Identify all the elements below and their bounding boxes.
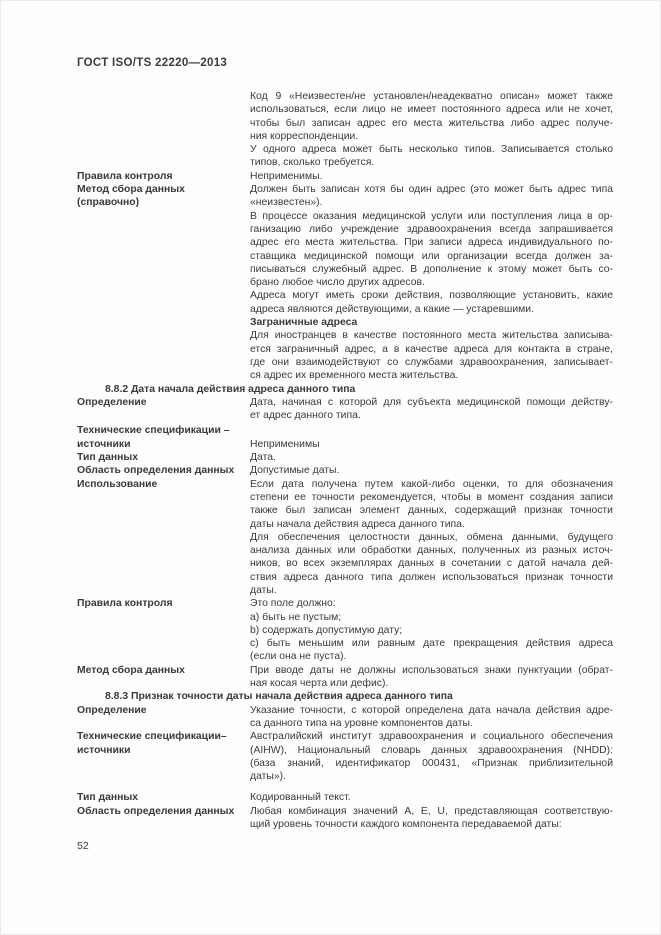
text-line: степени ее точности рекомендуется, чтобы в момент создания записи	[250, 491, 613, 503]
section-heading-883: 8.8.3 Признак точности даты начала действия адреса данного типа	[105, 691, 453, 703]
definition-row	[77, 730, 613, 783]
text-line: (база знаний, идентификатор 000431, «Признак приблизительной	[250, 757, 613, 769]
value-paragraph	[250, 464, 613, 477]
definition-row	[77, 805, 613, 832]
definition-row	[77, 183, 613, 382]
field-value	[250, 704, 613, 731]
field-label	[77, 451, 250, 464]
section-heading-882: 8.8.2 Дата начала действия адреса данного типа	[105, 383, 356, 395]
value-paragraph	[250, 805, 613, 832]
field-label-line: Технические спецификации–	[77, 731, 227, 743]
field-label-line: Область определения данных	[77, 805, 235, 817]
field-label-line: (справочно)	[77, 197, 140, 209]
field-value	[250, 464, 613, 477]
definition-row	[77, 170, 613, 183]
text-line: Дата, начиная с которой для субъекта медицинской помощи действу-	[250, 396, 613, 408]
value-paragraph	[250, 597, 613, 610]
text-line: Австралийский институт здравоохранения и социального обеспечения	[250, 731, 613, 743]
field-label	[77, 704, 250, 731]
field-value	[250, 730, 613, 783]
field-value	[250, 805, 613, 832]
text-line: У одного адреса может быть несколько типов. Записывается столько	[250, 144, 613, 156]
field-label	[77, 597, 250, 663]
field-value	[250, 170, 613, 183]
value-paragraph	[250, 624, 613, 637]
definition-row	[77, 396, 613, 423]
field-value	[250, 396, 613, 423]
text-line: са данного типа на уровне компонентов даты.	[250, 717, 473, 729]
value-paragraph	[250, 637, 613, 664]
text-line: ников, во всех экземплярах данных в сочетании с датой начала дей-	[250, 558, 613, 570]
text-line: ется заграничный адрес, а в качестве адреса для контакта в стране,	[250, 343, 613, 355]
field-label	[77, 183, 250, 382]
definition-row	[77, 464, 613, 477]
text-line: a) быть не пустым;	[250, 611, 342, 623]
value-paragraph	[250, 704, 613, 731]
text-line: Для обеспечения целостности данных, обмена данными, будущего	[250, 531, 613, 543]
field-label	[77, 90, 250, 170]
value-paragraph	[250, 143, 613, 170]
text-line: Указание точности, с которой определена дата начала действия адре-	[250, 704, 613, 716]
text-line: чтобы был записан адрес его места жительства либо адрес получе-	[250, 117, 613, 129]
value-paragraph	[250, 329, 613, 382]
text-line: ганизацию либо учреждение здравоохранения всегда запрашивается	[250, 223, 613, 235]
field-label	[77, 664, 250, 691]
text-line: ния корреспонденции.	[250, 130, 359, 142]
text-line: Неприменимы.	[250, 170, 323, 182]
text-line: также был записан элемент данных, содержащий признак точности	[250, 505, 613, 517]
field-label	[77, 730, 250, 783]
text-line: (AIHW), Национальный словарь данных здравоохранения (NHDD):	[250, 744, 613, 756]
field-value	[250, 438, 613, 451]
doc-code-header: ГОСТ ISO/TS 22220—2013	[77, 57, 228, 69]
text-line: Неприменимы	[250, 438, 320, 450]
definition-row	[77, 704, 613, 731]
text-line: Должен быть записан хотя бы один адрес (это может быть адрес типа	[250, 184, 613, 196]
definition-row	[77, 438, 613, 451]
text-line: b) содержать допустимую дату;	[250, 624, 403, 636]
value-paragraph	[250, 531, 613, 597]
field-label-line: Метод сбора данных	[77, 664, 185, 676]
field-label-line: Область определения данных	[77, 465, 235, 477]
field-label-line: Тип данных	[77, 792, 139, 804]
text-line: адреса являются действующими, а какие — устаревшими.	[250, 303, 534, 315]
text-line: Для иностранцев в качестве постоянного места жительства записыва-	[250, 330, 613, 342]
text-line: Это поле должно:	[250, 598, 336, 610]
text-line: (если она не пуста).	[250, 651, 347, 663]
field-value	[250, 791, 613, 804]
field-label	[77, 464, 250, 477]
field-label-line: Метод сбора данных	[77, 184, 185, 196]
text-line: Код 9 «Неизвестен/не установлен/неадекватно описан» может также	[250, 91, 613, 102]
text-line: адрес его места жительства. При записи адреса индивидуального по-	[250, 237, 613, 249]
field-label	[77, 478, 250, 598]
field-label	[77, 791, 250, 804]
definition-row	[77, 451, 613, 464]
text-line: c) быть меньшим или равным дате прекращения действия адреса	[250, 638, 613, 650]
field-label	[77, 805, 250, 832]
text-line: Кодированный текст.	[250, 792, 351, 804]
field-label-line: Определение	[77, 704, 147, 716]
text-line: ет адрес данного типа.	[250, 410, 361, 422]
field-label-line: Правила контроля	[77, 598, 173, 610]
definition-row	[77, 791, 613, 804]
text-line: типов, сколько требуется.	[250, 157, 375, 169]
field-value	[250, 451, 613, 464]
text-line: «неизвестен»).	[250, 197, 323, 209]
field-label-line: Тип данных	[77, 452, 139, 464]
text-line: Если дата получена путем какой-либо оценки, то для обозначения	[250, 478, 613, 490]
value-paragraph	[250, 289, 613, 316]
text-line: использоваться, если лицо не имеет постоянного адреса или не хочет,	[250, 104, 613, 116]
value-paragraph	[250, 170, 613, 183]
value-paragraph	[250, 611, 613, 624]
value-paragraph	[250, 438, 613, 451]
field-value	[250, 478, 613, 598]
text-line: Допустимые даты.	[250, 465, 340, 477]
value-subheading	[250, 316, 613, 329]
document-body	[77, 90, 613, 831]
text-line: даты»).	[250, 771, 286, 783]
value-paragraph	[250, 451, 613, 464]
text-line: анализа данных или обработки данных, полученных из разных источ-	[250, 545, 613, 557]
value-paragraph	[250, 396, 613, 423]
text-line: Любая комбинация значений A, E, U, представляющая соответствую-	[250, 805, 613, 817]
text-line: Заграничные адреса	[250, 317, 358, 329]
text-line: При вводе даты не должны использоваться знаки пунктуации (обрат-	[250, 664, 613, 676]
field-label-line: Правила контроля	[77, 170, 173, 182]
definition-row	[77, 424, 613, 437]
text-line: ставщика медицинской помощи или организации всегда должен за-	[250, 250, 613, 262]
field-value	[250, 424, 613, 437]
definition-row	[77, 597, 613, 663]
text-line: В процессе оказания медицинской услуги или поступления лица в ор-	[250, 210, 613, 222]
value-paragraph	[250, 183, 613, 210]
text-line: писываться служебный адрес. В дополнение к этому может быть со-	[250, 263, 613, 275]
text-line: даты.	[250, 584, 277, 596]
text-line: ствия адреса данного типа должен использоваться признак точности	[250, 571, 613, 583]
value-paragraph	[250, 791, 613, 804]
field-value	[250, 597, 613, 663]
text-line: ся адрес их временного места жительства.	[250, 370, 459, 382]
field-label	[77, 424, 250, 437]
definition-row	[77, 90, 613, 170]
value-paragraph	[250, 664, 613, 691]
value-paragraph	[250, 210, 613, 290]
text-line: Адреса могут иметь сроки действия, позволяющие установить, какие	[250, 290, 613, 302]
field-label-line: источники	[77, 744, 131, 756]
text-line: брано любое число других адресов.	[250, 277, 425, 289]
field-label	[77, 396, 250, 423]
field-label	[77, 438, 250, 451]
field-value	[250, 90, 613, 170]
field-label-line: Определение	[77, 396, 147, 408]
text-line: где они взаимодействуют со службами здравоохранения, записывает-	[250, 356, 613, 368]
value-paragraph	[250, 478, 613, 531]
value-paragraph	[250, 730, 613, 783]
field-value	[250, 664, 613, 691]
text-line: щий уровень точности каждого компонента передаваемой даты:	[250, 819, 562, 831]
field-label-line: Использование	[77, 478, 158, 490]
field-label	[77, 170, 250, 183]
definition-row	[77, 664, 613, 691]
value-paragraph	[250, 90, 613, 143]
page-number: 52	[77, 840, 89, 852]
text-line: даты начала действия адреса данного типа.	[250, 518, 465, 530]
text-line: Дата.	[250, 452, 276, 464]
text-line: ная косая черта или дефис).	[250, 678, 389, 690]
field-label-line: Технические спецификации –	[77, 425, 230, 437]
field-value	[250, 183, 613, 382]
definition-row	[77, 478, 613, 598]
field-label-line: источники	[77, 438, 131, 450]
